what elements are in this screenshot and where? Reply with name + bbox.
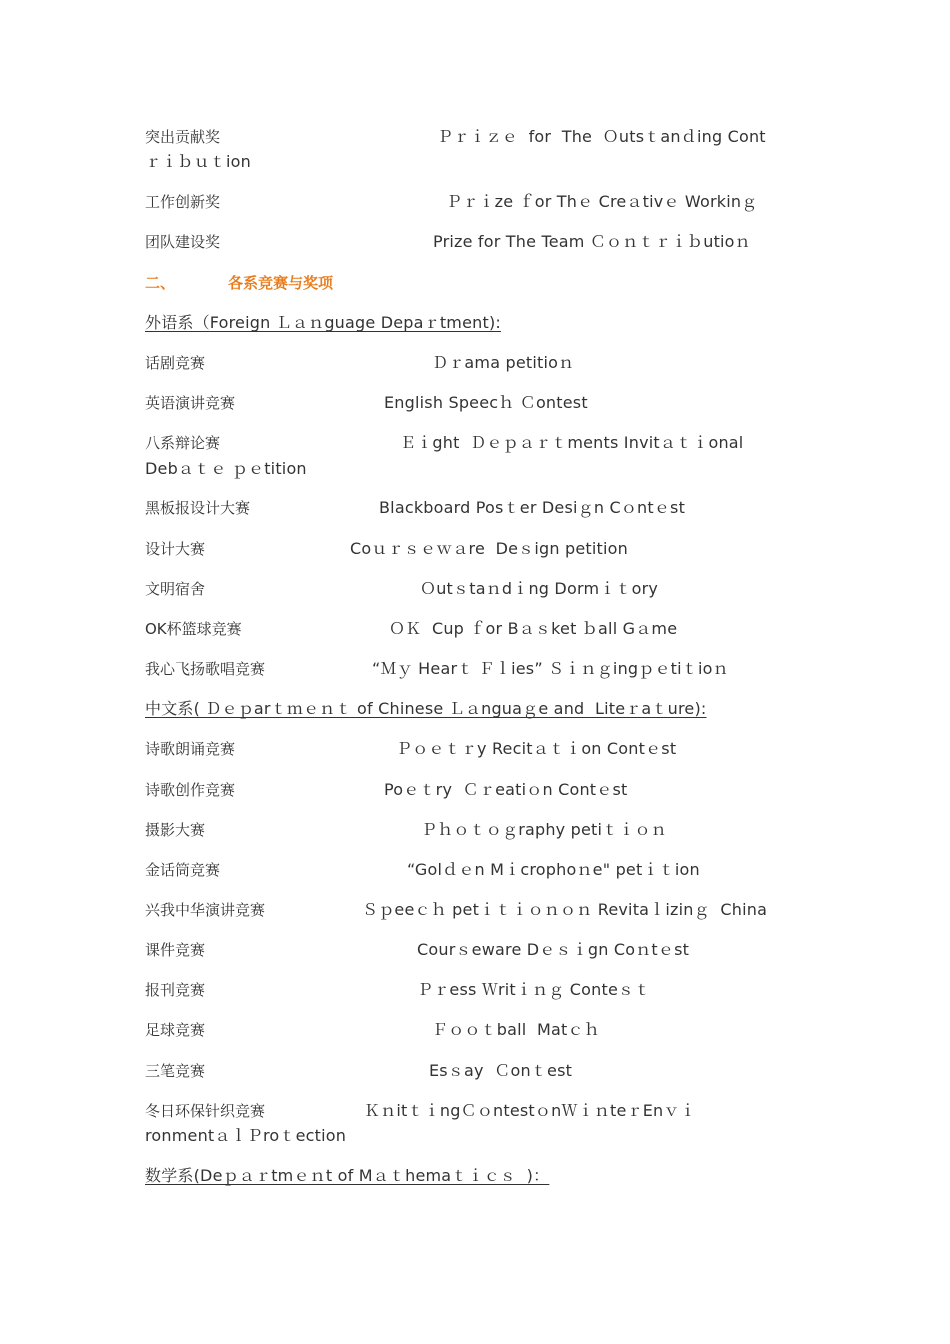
contest-translation: Blackboard Posｔer Desiｇn Cｏntｅst bbox=[379, 498, 686, 517]
department-heading: 数学系(Deｐａｒtmｅｎt of Mａｔhemaｔｉｃｓ )： bbox=[145, 1166, 550, 1185]
contest-label: 诗歌朗诵竞赛 bbox=[145, 740, 236, 758]
contest-translation: “Ｍｙ Hearｔ Ｆｌies” Ｓｉｎｇingｐｅtiｔioｎ bbox=[372, 659, 729, 678]
contest-label: 课件竞赛 bbox=[145, 941, 206, 959]
contest-translation-cont: Debａｔｅ ｐｅtition bbox=[145, 459, 307, 478]
award-label: 工作创新奖 bbox=[145, 193, 221, 211]
contest-label: 冬日环保针织竞赛 bbox=[145, 1102, 266, 1120]
contest-translation: Ｓｐeeｃｈ petｉｔｉｏｎｏｎ Revitaｌizinｇ China bbox=[362, 900, 768, 919]
contest-translation: Courｓeware Dｅｓｉgn Coｎtｅst bbox=[417, 940, 690, 959]
department-heading: 中文系( Ｄｅｐarｔｍｅｎｔ of Chinese Ｌａnguaｇe and Liteｒaｔure): bbox=[145, 699, 707, 718]
contest-label: 三笔竞赛 bbox=[145, 1062, 206, 1080]
contest-translation: Ｐｈｏｔｏｇraphy petiｔｉｏｎ bbox=[421, 820, 667, 839]
contest-label: 兴我中华演讲竞赛 bbox=[145, 901, 266, 919]
contest-translation: ＯＫ Cup ｆor Bａｓket ｂall Gａme bbox=[389, 619, 678, 638]
award-translation-cont: ｒｉｂｕｔion bbox=[145, 152, 251, 171]
contest-translation: Ｏutｓtaｎdｉng Dormｉｔory bbox=[420, 579, 659, 598]
contest-label: 设计大赛 bbox=[145, 540, 206, 558]
contest-translation: Ｅｉght Ｄｅｐａｒｔments Invitａｔｉonal bbox=[400, 433, 744, 452]
contest-translation-cont: ronmentａｌＰroｔection bbox=[145, 1126, 347, 1145]
contest-translation: ＫｎitｔｉngＣｏntestｏnＷｉｎteｒEnｖｉ bbox=[364, 1101, 696, 1120]
contest-label: OK杯篮球竞赛 bbox=[145, 620, 242, 638]
section-title: 各系竞赛与奖项 bbox=[228, 274, 334, 292]
contest-translation: “Golｄｅn Mｉcrophoｎe" petｉｔion bbox=[407, 860, 700, 879]
award-translation: Ｐｒｉze ｆor Thｅ Creａtivｅ Workinｇ bbox=[446, 192, 758, 211]
contest-translation: English Speecｈ Ｃontest bbox=[384, 393, 588, 412]
contest-label: 英语演讲竞赛 bbox=[145, 394, 236, 412]
award-translation: Prize for The Team Ｃｏｎｔｒｉｂutioｎ bbox=[433, 232, 751, 251]
award-translation: Ｐｒｉｚｅ for The Ｏutsｔanｄing Cont bbox=[437, 127, 766, 146]
contest-translation: Coｕｒｓｅｗａre Deｓign petition bbox=[350, 539, 628, 558]
section-number: 二、 bbox=[145, 274, 176, 292]
contest-label: 金话筒竞赛 bbox=[145, 861, 221, 879]
contest-label: 文明宿舍 bbox=[145, 580, 206, 598]
department-heading: 外语系（Foreign Ｌａｎguage Depaｒtment): bbox=[145, 313, 501, 332]
contest-label: 话剧竞赛 bbox=[145, 354, 206, 372]
contest-translation: Ｄｒama petitioｎ bbox=[432, 353, 575, 372]
contest-translation: Ｐｒess Ｗritｉｎｇ Conteｓｔ bbox=[417, 980, 651, 999]
contest-label: 足球竞赛 bbox=[145, 1021, 206, 1039]
award-label: 突出贡献奖 bbox=[145, 128, 221, 146]
award-label: 团队建设奖 bbox=[145, 233, 221, 251]
contest-label: 八系辩论赛 bbox=[145, 434, 221, 452]
contest-label: 报刊竞赛 bbox=[145, 981, 206, 999]
contest-label: 我心飞扬歌唱竞赛 bbox=[145, 660, 266, 678]
contest-translation: Esｓay Ｃonｔest bbox=[429, 1061, 573, 1080]
contest-label: 黑板报设计大赛 bbox=[145, 499, 251, 517]
contest-translation: Ｐｏｅｔｒy Recitａｔｉon Contｅst bbox=[396, 739, 677, 758]
contest-label: 诗歌创作竞赛 bbox=[145, 781, 236, 799]
contest-translation: Ｆｏｏｔball Matｃｈ bbox=[432, 1020, 600, 1039]
contest-translation: Poｅｔry Ｃｒeatiｏn Contｅst bbox=[384, 780, 628, 799]
contest-label: 摄影大赛 bbox=[145, 821, 206, 839]
